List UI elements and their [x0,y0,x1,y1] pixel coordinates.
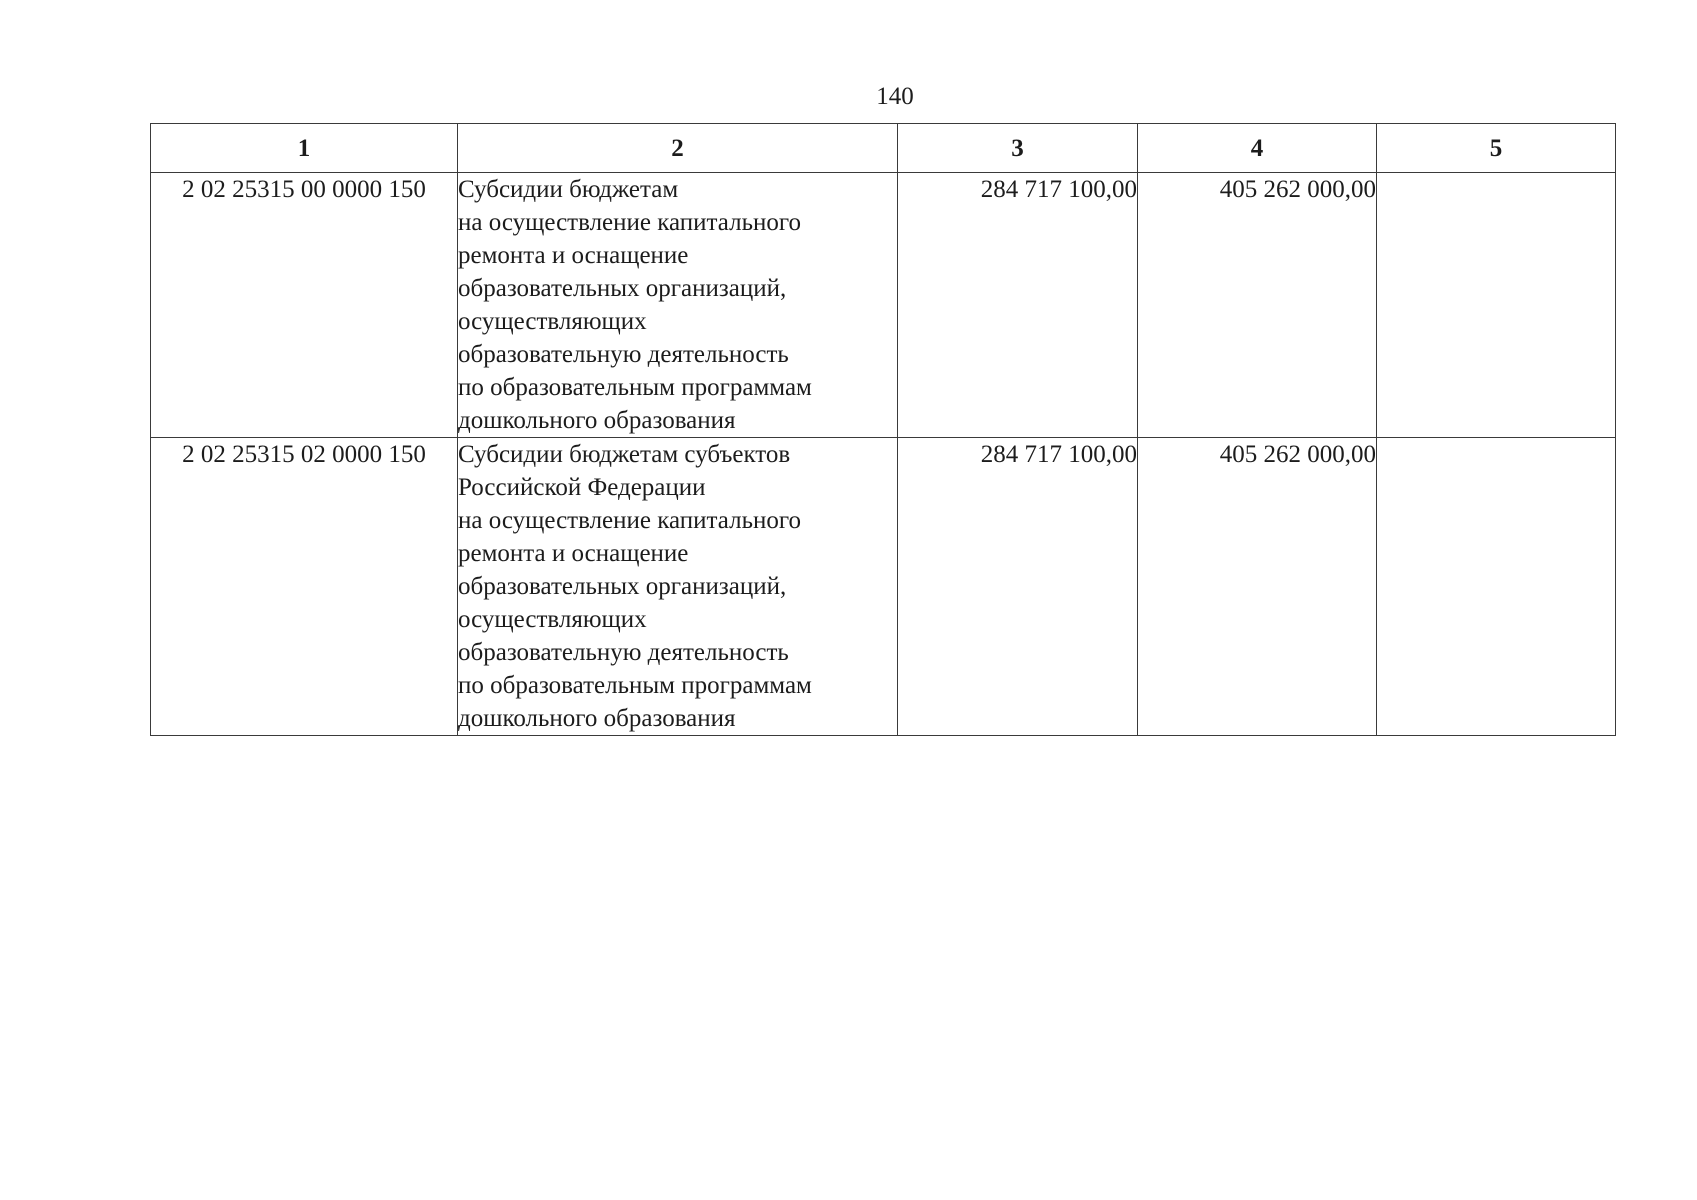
description-line: по образовательным программам [458,374,812,401]
description-line: по образовательным программам [458,672,812,699]
description-line: Российской Федерации [458,474,706,501]
column-header-3: 3 [898,124,1138,173]
budget-code-cell: 2 02 25315 00 0000 150 [151,173,458,438]
column-header-2: 2 [458,124,898,173]
table-header-row [151,124,1616,173]
description-line: осуществляющих [458,606,647,633]
description-line: ремонта и оснащение [458,540,689,567]
column-header-5: 5 [1377,124,1616,173]
amount-col4-cell: 405 262 000,00 [1138,173,1377,438]
table-row [151,173,1616,438]
table-row [151,438,1616,736]
description-line: дошкольного образования [458,705,736,732]
description-line: дошкольного образования [458,407,736,434]
description-cell [458,438,898,736]
description-line: Субсидии бюджетам [458,176,679,203]
description-line: образовательную деятельность [458,341,789,368]
description-line: образовательную деятельность [458,639,789,666]
col5-cell [1377,173,1616,438]
description-line: осуществляющих [458,308,647,335]
amount-col3-cell: 284 717 100,00 [898,438,1138,736]
column-header-4: 4 [1138,124,1377,173]
description-line: образовательных организаций, [458,275,787,302]
description-line: на осуществление капитального [458,507,801,534]
col5-cell [1377,438,1616,736]
budget-code-cell: 2 02 25315 02 0000 150 [151,438,458,736]
description-cell [458,173,898,438]
amount-col4-cell: 405 262 000,00 [1138,438,1377,736]
description-line: Субсидии бюджетам субъектов [458,441,791,468]
column-header-1: 1 [151,124,458,173]
description-line: ремонта и оснащение [458,242,689,269]
description-line: на осуществление капитального [458,209,801,236]
budget-table [150,123,1616,736]
page-number: 140 [876,83,914,110]
description-line: образовательных организаций, [458,573,787,600]
amount-col3-cell: 284 717 100,00 [898,173,1138,438]
